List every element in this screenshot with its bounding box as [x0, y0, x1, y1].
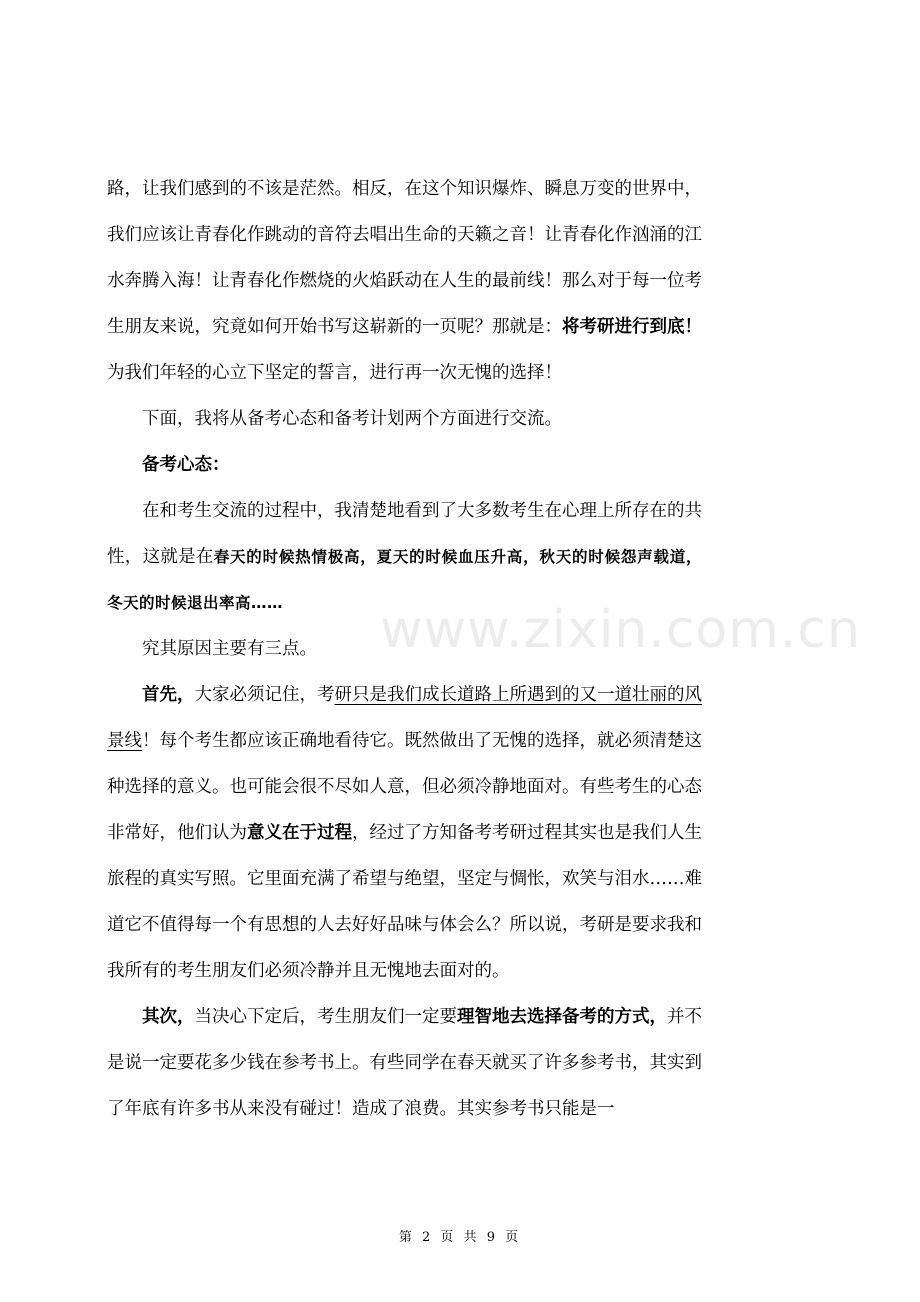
paragraph-text: 路，让我们感到的不该是茫然。相反，在这个知识爆炸、瞬息万变的世界中，我们应该让青春化作跳动的音符去唱出生命的天籁之音！让青春化作汹涌的江水奔腾入海！让青春化作燃烧的火焰跃动在人生的最前线！那么对于每一位考生朋友来说，究竟如何开始书写这崭新的一页呢？那就是：: [107, 179, 702, 337]
bold-phrase: 意义在于过程: [247, 823, 352, 843]
bold-lead: 其次，: [142, 1007, 195, 1027]
paragraph-1: [107, 166, 702, 396]
paragraph-6: [107, 672, 702, 994]
paragraph-text: 大家必须记住，考: [194, 685, 335, 705]
paragraph-text: ，经过了方知备考考研过程其实也是我们人生旅程的真实写照。它里面充满了希望与绝望，坚定与惆怅，欢笑与泪水……难道它不值得每一个有思想的人去好好品味与体会么？所以说，考研是要求我和我所有的考生朋友们必须冷静并且无愧地去面对的。: [107, 823, 702, 981]
paragraph-text: ！每个考生都应该正确地看待它。既然做出了无愧的选择，就必须清楚这种选择的意义。也可能会很不尽如人意，但必须冷静地面对。有些考生的心态非常好，他们认为: [107, 731, 702, 843]
section-heading: 备考心态：: [142, 455, 230, 475]
paragraph-7: [107, 994, 702, 1132]
paragraph-5: 究其原因主要有三点。: [142, 639, 317, 659]
watermark: www.zixin.com.cn: [380, 600, 861, 660]
paragraph-text: 在和考生交流的过程中，我清楚地看到了大多数考生在心理上所存在的共性，这就是在: [107, 501, 702, 567]
page-number-footer: 第 2 页 共 9 页: [398, 1230, 522, 1245]
paragraph-4: [107, 488, 702, 626]
underlined-phrase: 研只是我们成长道路上所遇到的又一道壮丽的风景线: [107, 685, 702, 751]
bold-phrase: 将考研进行到底！: [562, 317, 702, 337]
paragraph-text: 并不是说一定要花多少钱在参考书上。有些同学在春天就买了许多参考书，其实到了年底有许多书从来没有碰过！造成了浪费。其实参考书只能是一: [107, 1007, 702, 1119]
paragraph-text: 当决心下定后，考生朋友们一定要: [194, 1007, 457, 1027]
paragraph-2: 下面，我将从备考心态和备考计划两个方面进行交流。: [142, 409, 562, 429]
paragraph-text: 为我们年轻的心立下坚定的誓言，进行再一次无愧的选择！: [107, 363, 562, 383]
bold-lead: 首先，: [142, 685, 195, 705]
emphasis-phrase: 春天的时候热情极高，夏天的时候血压升高，秋天的时候怨声载道，冬天的时候退出率高……: [107, 548, 702, 612]
document-body: [107, 166, 702, 1132]
bold-phrase: 理智地去选择备考的方式，: [457, 1007, 667, 1027]
